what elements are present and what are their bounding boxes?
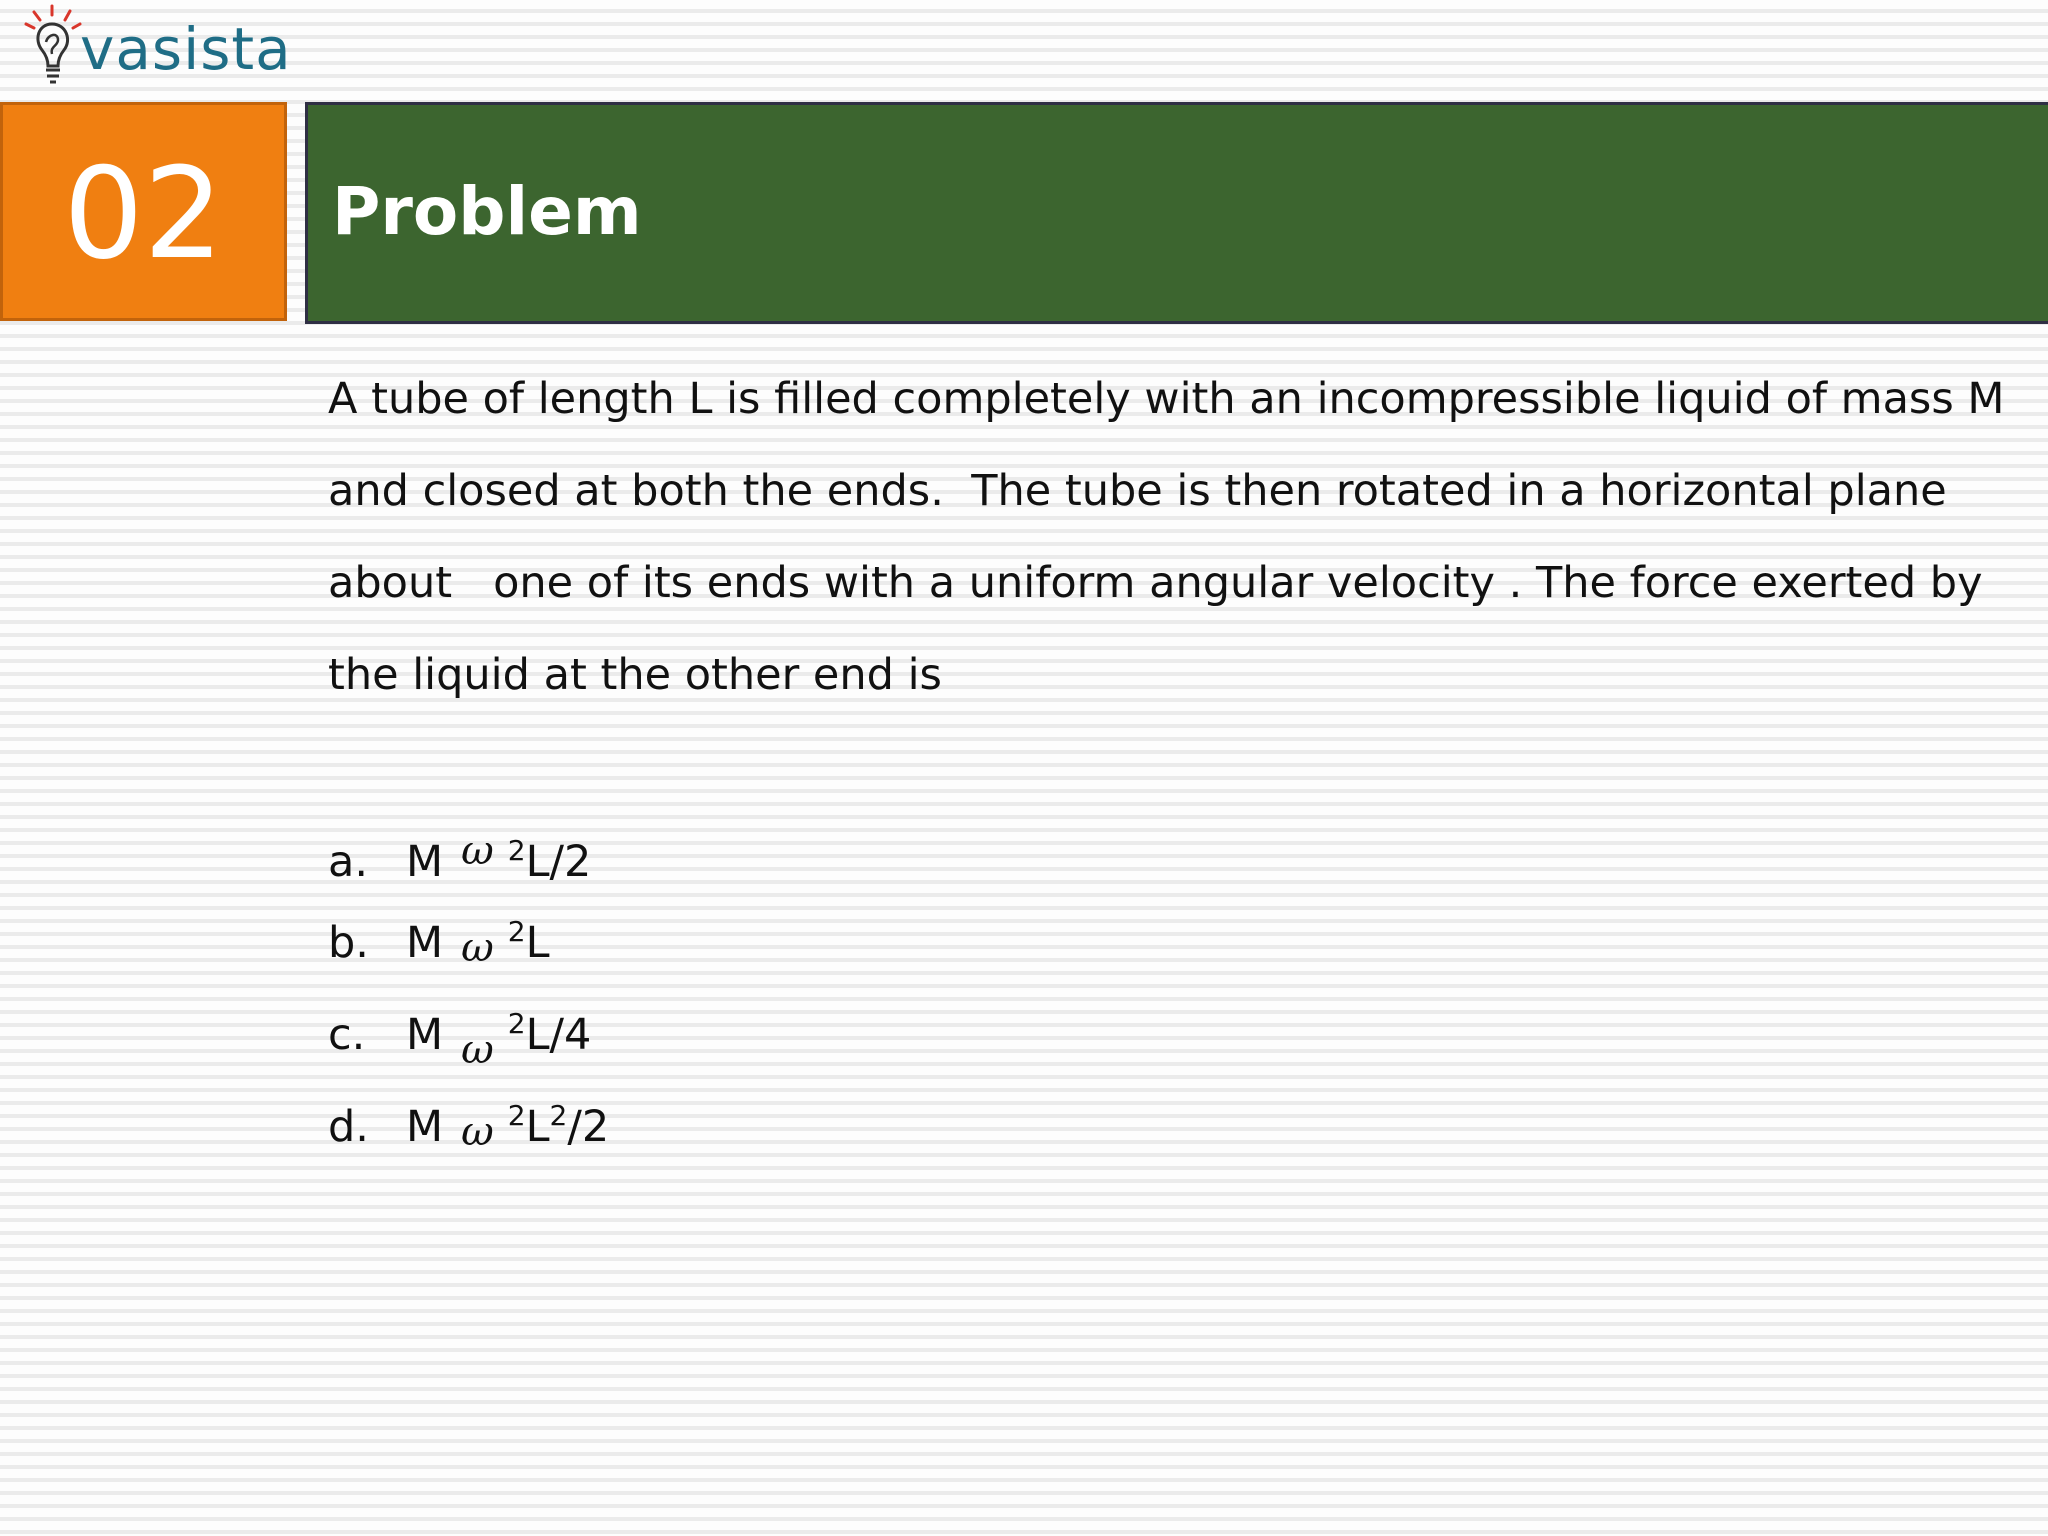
option-letter: a.: [328, 837, 369, 887]
answer-options: [328, 805, 609, 1173]
option-mass: M: [406, 918, 444, 968]
problem-line: and closed at both the ends. The tube is then rotated in a horizontal plane: [328, 466, 1947, 516]
option-mass: M: [406, 1010, 444, 1060]
option-tail: /2: [567, 1102, 610, 1152]
vasista-logo: [18, 2, 292, 96]
omega-symbol: ω: [461, 1027, 494, 1073]
omega-symbol: ω: [461, 1109, 494, 1155]
option-letter: b.: [328, 918, 369, 968]
option-exponent: 2: [507, 915, 526, 948]
option-exponent: 2: [507, 834, 526, 867]
omega-symbol: ω: [461, 925, 494, 971]
option-rest: L: [525, 1102, 550, 1152]
option-exponent: 2: [507, 1099, 526, 1132]
slide-title: Problem: [332, 173, 642, 250]
slide-number: 02: [63, 139, 224, 287]
option-d[interactable]: [328, 1081, 609, 1173]
option-mass: M: [406, 1102, 444, 1152]
option-letter: c.: [328, 1010, 366, 1060]
title-bar: [305, 102, 2048, 324]
option-exponent-2: 2: [549, 1099, 568, 1132]
option-a[interactable]: [328, 805, 609, 897]
problem-statement: [328, 353, 2018, 721]
option-letter: d.: [328, 1102, 369, 1152]
option-rest: L/4: [525, 1010, 592, 1060]
problem-line: the liquid at the other end is: [328, 650, 942, 700]
option-exponent: 2: [507, 1007, 526, 1040]
slide-number-box: [0, 102, 287, 321]
option-b[interactable]: [328, 897, 609, 989]
option-rest: L: [525, 918, 550, 968]
option-c[interactable]: [328, 989, 609, 1081]
problem-line: A tube of length L is filled completely with an incompressible liquid of mass M: [328, 374, 2005, 424]
omega-symbol: ω: [461, 828, 494, 874]
problem-line: about one of its ends with a uniform angular velocity . The force exerted by: [328, 558, 1983, 608]
option-mass: M: [406, 837, 444, 887]
logo-text: vasista: [80, 15, 292, 83]
option-rest: L/2: [525, 837, 592, 887]
